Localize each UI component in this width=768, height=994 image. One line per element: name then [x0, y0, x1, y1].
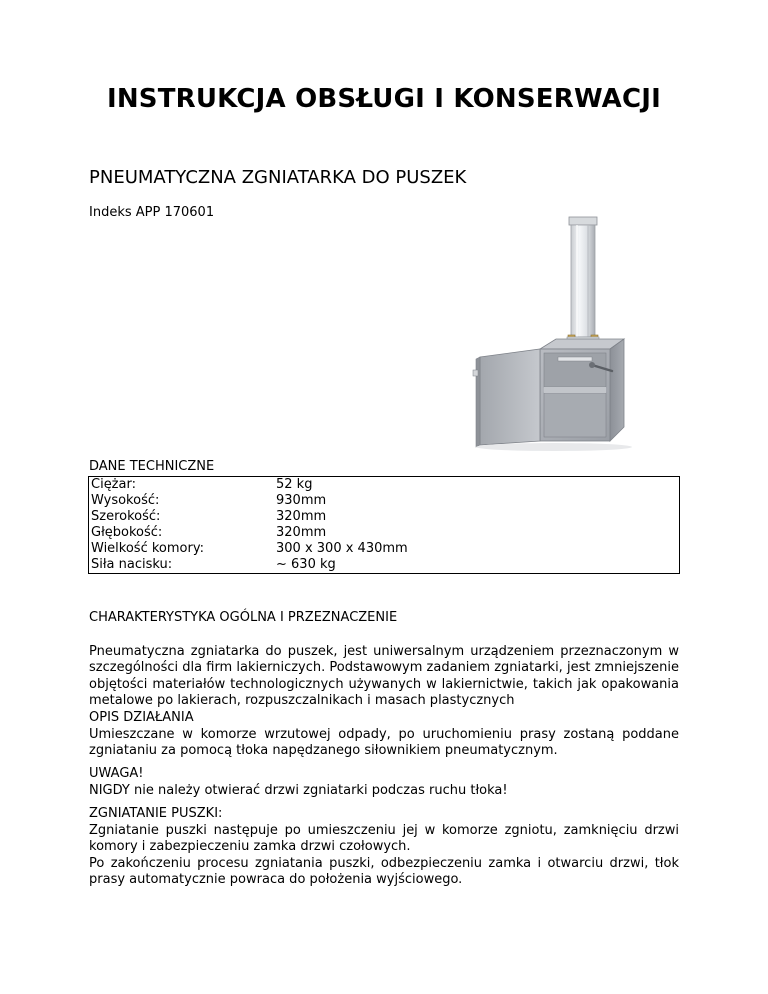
warning-text: NIGDY nie należy otwierać drzwi zgniatarki podczas ruchu tłoka! [89, 782, 508, 798]
general-section [89, 610, 679, 710]
operation-text: Umieszczane w komorze wrzutowej odpady, po uruchomieniu prasy zostaną poddane zgniataniu za pomocą tłoka napędzanego siłownikiem pneumatycznym. [89, 726, 679, 758]
spec-value: 52 kg [276, 477, 313, 492]
crushing-text-1: Zgniatanie puszki następuje po umieszczeniu jej w komorze zgniotu, zamknięciu drzwi komory i zabezpieczeniu zamka drzwi czołowych. [89, 822, 679, 854]
general-text: Pneumatyczna zgniatarka do puszek, jest uniwersalnym urządzeniem przeznaczonym w szczególności dla firm lakierniczych. Podstawowym zadaniem zgniatarki, jest zmniejszenie objętości materiałów technologicznych używanych w lakiernictwie, takich jak opakowania metalowe po lakierach, rozpuszczalnikach i masach plastycznych [89, 643, 679, 708]
spec-label: Siła nacisku: [91, 557, 173, 572]
product-photo [462, 215, 642, 455]
crushing-heading: ZGNIATANIE PUSZKI: [89, 806, 223, 821]
spec-label: Szerokość: [91, 509, 161, 524]
crushing-section [89, 806, 679, 889]
technical-data-table [88, 476, 680, 574]
spec-label: Wysokość: [91, 493, 160, 508]
spec-row [89, 557, 680, 574]
product-name: PNEUMATYCZNA ZGNIATARKA DO PUSZEK [89, 167, 467, 188]
spec-row [89, 541, 680, 557]
spec-label: Ciężar: [91, 477, 136, 492]
technical-data-heading: DANE TECHNICZNE [89, 459, 215, 474]
operation-section [89, 710, 679, 760]
product-index: Indeks APP 170601 [89, 205, 215, 220]
spec-value: ~ 630 kg [276, 557, 336, 572]
general-heading: CHARAKTERYSTYKA OGÓLNA I PRZEZNACZENIE [89, 610, 398, 625]
spec-value: 320mm [276, 509, 327, 524]
spec-label: Wielkość komory: [91, 541, 204, 556]
spec-row [89, 509, 680, 525]
crushing-text-2: Po zakończeniu procesu zgniatania puszki, odbezpieczeniu zamka i otwarciu drzwi, tłok prasy automatycznie powraca do położenia wyjściowego. [89, 855, 679, 887]
warning-section [89, 766, 679, 799]
spec-row [89, 477, 680, 494]
spec-value: 930mm [276, 493, 327, 508]
spec-label: Głębokość: [91, 525, 163, 540]
spec-value: 320mm [276, 525, 327, 540]
document-title: INSTRUKCJA OBSŁUGI I KONSERWACJI [106, 84, 662, 114]
spec-value: 300 x 300 x 430mm [276, 541, 408, 556]
warning-heading: UWAGA! [89, 766, 144, 781]
spec-row [89, 493, 680, 509]
operation-heading: OPIS DZIAŁANIA [89, 710, 194, 725]
spec-row [89, 525, 680, 541]
